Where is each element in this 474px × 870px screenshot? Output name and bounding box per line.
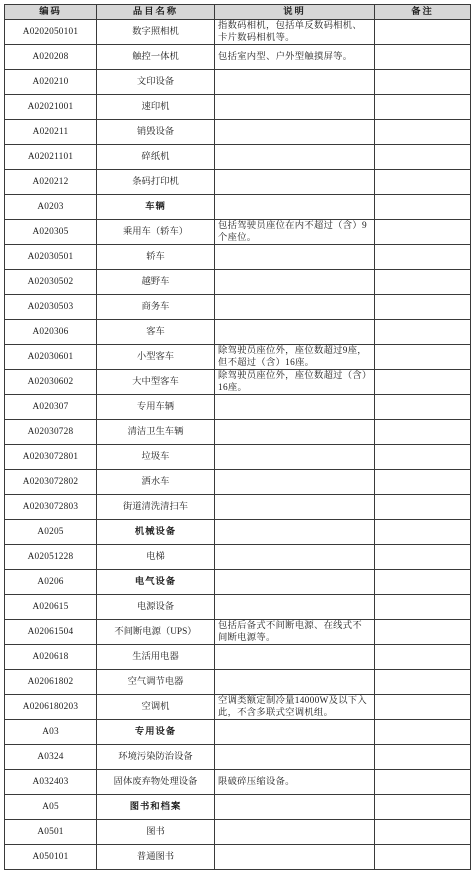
item-remarks-cell [375, 420, 471, 445]
table-row [5, 170, 471, 195]
item-description-cell [215, 570, 375, 595]
item-description-cell: 限破碎压缩设备。 [215, 770, 375, 795]
item-code-cell: A020211 [5, 120, 97, 145]
item-description-cell [215, 320, 375, 345]
item-code-cell: A02061802 [5, 670, 97, 695]
table-row [5, 145, 471, 170]
item-name-cell: 清洁卫生车辆 [97, 420, 215, 445]
item-code-cell: A020212 [5, 170, 97, 195]
item-remarks-cell [375, 120, 471, 145]
item-remarks-cell [375, 45, 471, 70]
item-code-cell: A0203072803 [5, 495, 97, 520]
item-code-cell: A0324 [5, 745, 97, 770]
item-name-cell: 图书 [97, 820, 215, 845]
item-description-cell: 包括室内型、户外型触摸屏等。 [215, 45, 375, 70]
table-row [5, 395, 471, 420]
item-description-cell: 空调类额定制冷量14000W及以下入此，不含多联式空调机组。 [215, 695, 375, 720]
item-description-cell: 除驾驶员座位外，座位数超过9座，但不超过（含）16座。 [215, 345, 375, 370]
item-code-cell: A020306 [5, 320, 97, 345]
table-row [5, 370, 471, 395]
item-code-cell: A0203072801 [5, 445, 97, 470]
item-remarks-cell [375, 845, 471, 870]
table-header [5, 5, 471, 20]
item-code-cell: A02030728 [5, 420, 97, 445]
item-description-cell: 指数码相机，包括单反数码相机、卡片数码相机等。 [215, 20, 375, 45]
item-description-cell: 包括驾驶员座位在内不超过（含）9个座位。 [215, 220, 375, 245]
item-remarks-cell [375, 145, 471, 170]
item-remarks-cell [375, 645, 471, 670]
item-code-cell: A03 [5, 720, 97, 745]
item-name-cell: 机械设备 [97, 520, 215, 545]
item-name-cell: 专用车辆 [97, 395, 215, 420]
item-remarks-cell [375, 195, 471, 220]
item-description-cell [215, 495, 375, 520]
item-remarks-cell [375, 295, 471, 320]
item-code-cell: A02030602 [5, 370, 97, 395]
item-remarks-cell [375, 795, 471, 820]
item-remarks-cell [375, 520, 471, 545]
item-description-cell [215, 420, 375, 445]
item-name-cell: 数字照相机 [97, 20, 215, 45]
item-remarks-cell [375, 720, 471, 745]
item-code-cell: A0206180203 [5, 695, 97, 720]
item-remarks-cell [375, 620, 471, 645]
table-row [5, 270, 471, 295]
item-code-cell: A02021001 [5, 95, 97, 120]
item-name-cell: 文印设备 [97, 70, 215, 95]
item-description-cell [215, 270, 375, 295]
item-remarks-cell [375, 395, 471, 420]
item-remarks-cell [375, 695, 471, 720]
item-description-cell [215, 70, 375, 95]
item-name-cell: 空调机 [97, 695, 215, 720]
item-name-cell: 商务车 [97, 295, 215, 320]
item-remarks-cell [375, 820, 471, 845]
table-row [5, 20, 471, 45]
table-row [5, 620, 471, 645]
item-code-cell: A02051228 [5, 545, 97, 570]
item-name-cell: 空气调节电器 [97, 670, 215, 695]
item-name-cell: 越野车 [97, 270, 215, 295]
item-code-cell: A032403 [5, 770, 97, 795]
table-row [5, 745, 471, 770]
table-row [5, 595, 471, 620]
header-description: 说明 [215, 5, 375, 20]
item-name-cell: 洒水车 [97, 470, 215, 495]
procurement-catalog-page [4, 4, 470, 862]
item-remarks-cell [375, 270, 471, 295]
item-description-cell [215, 795, 375, 820]
item-code-cell: A020618 [5, 645, 97, 670]
item-name-cell: 垃圾车 [97, 445, 215, 470]
item-code-cell: A0205 [5, 520, 97, 545]
table-row [5, 670, 471, 695]
item-description-cell [215, 120, 375, 145]
item-remarks-cell [375, 20, 471, 45]
item-remarks-cell [375, 770, 471, 795]
header-code: 编码 [5, 5, 97, 20]
item-code-cell: A02030501 [5, 245, 97, 270]
item-name-cell: 乘用车（轿车） [97, 220, 215, 245]
item-name-cell: 碎纸机 [97, 145, 215, 170]
table-row [5, 545, 471, 570]
table-row [5, 295, 471, 320]
table-row-category [5, 720, 471, 745]
table-row [5, 345, 471, 370]
table-row [5, 820, 471, 845]
table-row [5, 445, 471, 470]
catalog-table [4, 4, 471, 870]
item-remarks-cell [375, 595, 471, 620]
table-row [5, 220, 471, 245]
item-description-cell [215, 645, 375, 670]
table-row [5, 495, 471, 520]
item-name-cell: 环境污染防治设备 [97, 745, 215, 770]
item-description-cell [215, 595, 375, 620]
item-name-cell: 小型客车 [97, 345, 215, 370]
item-remarks-cell [375, 320, 471, 345]
item-remarks-cell [375, 745, 471, 770]
item-name-cell: 速印机 [97, 95, 215, 120]
item-code-cell: A0203072802 [5, 470, 97, 495]
table-row [5, 845, 471, 870]
item-remarks-cell [375, 495, 471, 520]
item-description-cell [215, 170, 375, 195]
item-description-cell [215, 195, 375, 220]
item-code-cell: A0501 [5, 820, 97, 845]
item-description-cell [215, 520, 375, 545]
item-name-cell: 大中型客车 [97, 370, 215, 395]
item-description-cell [215, 395, 375, 420]
item-name-cell: 图书和档案 [97, 795, 215, 820]
item-remarks-cell [375, 70, 471, 95]
item-code-cell: A020305 [5, 220, 97, 245]
table-row [5, 45, 471, 70]
table-row [5, 120, 471, 145]
header-item-name: 品目名称 [97, 5, 215, 20]
item-description-cell [215, 445, 375, 470]
item-name-cell: 客车 [97, 320, 215, 345]
item-code-cell: A050101 [5, 845, 97, 870]
item-description-cell [215, 245, 375, 270]
item-code-cell: A020210 [5, 70, 97, 95]
item-description-cell [215, 670, 375, 695]
item-code-cell: A02030502 [5, 270, 97, 295]
item-remarks-cell [375, 545, 471, 570]
table-row [5, 245, 471, 270]
item-remarks-cell [375, 470, 471, 495]
table-body [5, 20, 471, 870]
table-row-category [5, 795, 471, 820]
item-description-cell [215, 720, 375, 745]
item-name-cell: 电源设备 [97, 595, 215, 620]
item-remarks-cell [375, 570, 471, 595]
item-description-cell [215, 145, 375, 170]
item-description-cell: 除驾驶员座位外，座位数超过（含）16座。 [215, 370, 375, 395]
item-description-cell: 包括后备式不间断电源、在线式不间断电源等。 [215, 620, 375, 645]
item-remarks-cell [375, 345, 471, 370]
item-code-cell: A02021101 [5, 145, 97, 170]
item-description-cell [215, 845, 375, 870]
item-code-cell: A020208 [5, 45, 97, 70]
table-row [5, 645, 471, 670]
table-row [5, 320, 471, 345]
item-code-cell: A02061504 [5, 620, 97, 645]
item-name-cell: 条码打印机 [97, 170, 215, 195]
table-row [5, 695, 471, 720]
item-name-cell: 电梯 [97, 545, 215, 570]
item-remarks-cell [375, 670, 471, 695]
item-code-cell: A020615 [5, 595, 97, 620]
table-row [5, 470, 471, 495]
item-code-cell: A02030601 [5, 345, 97, 370]
item-name-cell: 固体废弃物处理设备 [97, 770, 215, 795]
item-name-cell: 轿车 [97, 245, 215, 270]
item-description-cell [215, 820, 375, 845]
item-code-cell: A020307 [5, 395, 97, 420]
item-remarks-cell [375, 445, 471, 470]
item-code-cell: A05 [5, 795, 97, 820]
item-code-cell: A0203 [5, 195, 97, 220]
item-name-cell: 普通图书 [97, 845, 215, 870]
item-description-cell [215, 95, 375, 120]
item-name-cell: 触控一体机 [97, 45, 215, 70]
item-name-cell: 不间断电源（UPS） [97, 620, 215, 645]
item-description-cell [215, 295, 375, 320]
item-remarks-cell [375, 220, 471, 245]
item-name-cell: 电气设备 [97, 570, 215, 595]
table-row [5, 70, 471, 95]
item-name-cell: 生活用电器 [97, 645, 215, 670]
table-row [5, 420, 471, 445]
item-remarks-cell [375, 95, 471, 120]
item-code-cell: A02030503 [5, 295, 97, 320]
table-row-category [5, 520, 471, 545]
table-row [5, 770, 471, 795]
item-name-cell: 车辆 [97, 195, 215, 220]
item-name-cell: 街道清洗清扫车 [97, 495, 215, 520]
item-code-cell: A0202050101 [5, 20, 97, 45]
item-name-cell: 销毁设备 [97, 120, 215, 145]
header-remarks: 备注 [375, 5, 471, 20]
item-code-cell: A0206 [5, 570, 97, 595]
table-row [5, 95, 471, 120]
table-row-category [5, 195, 471, 220]
item-description-cell [215, 745, 375, 770]
item-remarks-cell [375, 170, 471, 195]
item-name-cell: 专用设备 [97, 720, 215, 745]
item-description-cell [215, 545, 375, 570]
item-description-cell [215, 470, 375, 495]
item-remarks-cell [375, 245, 471, 270]
table-row-category [5, 570, 471, 595]
item-remarks-cell [375, 370, 471, 395]
